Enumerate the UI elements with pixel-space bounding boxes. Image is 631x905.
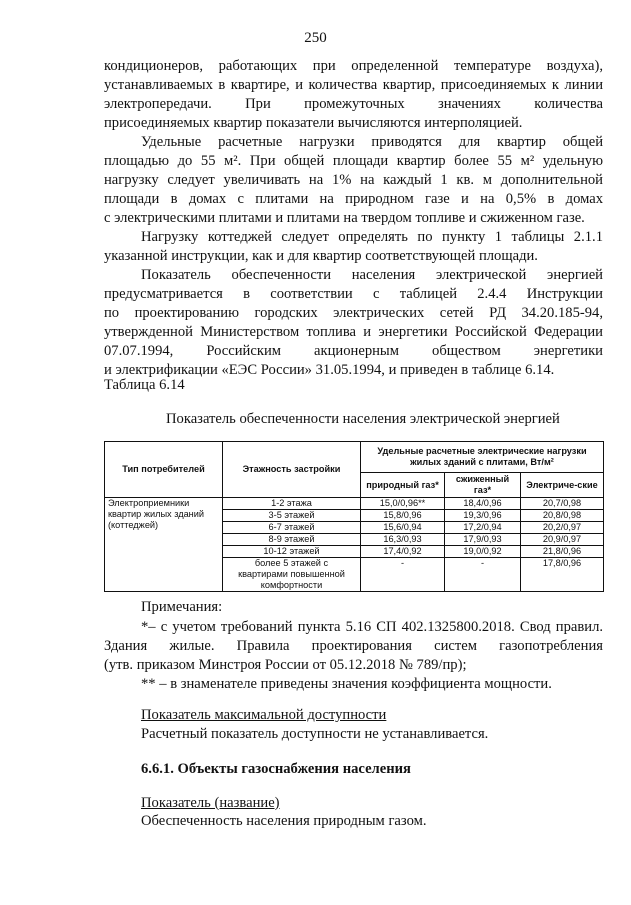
lpg-cell: 19,0/0,92 bbox=[445, 546, 521, 558]
electric-cell: 20,7/0,98 bbox=[521, 498, 604, 510]
gas-cell: 16,3/0,93 bbox=[361, 534, 445, 546]
table-row bbox=[105, 498, 604, 510]
table-label: Таблица 6.14 bbox=[104, 377, 185, 393]
text-line: предусматривается в соответствии с таблицей 2.4.4 Инструкции bbox=[104, 286, 603, 302]
header-loads: Удельные расчетные электрические нагрузки жилых зданий с плитами, Вт/м² bbox=[361, 442, 604, 473]
floors-cell: 6-7 этажей bbox=[223, 522, 361, 534]
note-line: (утв. приказом Минстроя России от 05.12.2018 № 789/пр); bbox=[104, 657, 467, 673]
floors-cell: 3-5 этажей bbox=[223, 510, 361, 522]
table-title: Показатель обеспеченности населения электрической энергией bbox=[166, 411, 560, 427]
text-line: по проектированию городских электрических сетей РД 34.20.185-94, bbox=[104, 305, 603, 321]
note-line: *– с учетом требований пункта 5.16 СП 402.1325800.2018. Свод правил. bbox=[141, 619, 603, 635]
text-line: устанавливаемых в квартире, и количества квартир, присоединяемых к линии bbox=[104, 77, 603, 93]
text-line: утвержденной Министерством топлива и энергетики Российской Федерации bbox=[104, 324, 603, 340]
indicator-text: Обеспеченность населения природным газом. bbox=[141, 813, 427, 829]
lpg-cell: 19,3/0,96 bbox=[445, 510, 521, 522]
text-line: и электрификации «ЕЭС России» 31.05.1994, и приведен в таблице 6.14. bbox=[104, 362, 555, 378]
lpg-cell: - bbox=[445, 558, 521, 592]
floors-cell: 10-12 этажей bbox=[223, 546, 361, 558]
floors-cell: более 5 этажей с квартирами повышенной комфортности bbox=[223, 558, 361, 592]
header-gas: природный газ* bbox=[361, 473, 445, 498]
header-lpg: сжиженный газ* bbox=[445, 473, 521, 498]
floors-cell: 8-9 этажей bbox=[223, 534, 361, 546]
header-floors: Этажность застройки bbox=[223, 442, 361, 498]
notes-title: Примечания: bbox=[141, 599, 223, 615]
note-line: ** – в знаменателе приведены значения коэффициента мощности. bbox=[141, 676, 552, 692]
page-number: 250 bbox=[304, 30, 327, 46]
electric-cell: 20,8/0,98 bbox=[521, 510, 604, 522]
note-line: Здания жилые. Правила проектирования систем газопотребления bbox=[104, 638, 603, 654]
consumer-cell: Электроприемники квартир жилых зданий (коттеджей) bbox=[105, 498, 223, 592]
lpg-cell: 17,2/0,94 bbox=[445, 522, 521, 534]
gas-cell: - bbox=[361, 558, 445, 592]
text-line: 07.07.1994, Российским акционерным обществом энергетики bbox=[104, 343, 603, 359]
electricity-table bbox=[104, 441, 604, 592]
text-line: электропередачи. При промежуточных значениях количества bbox=[104, 96, 603, 112]
electric-cell: 20,2/0,97 bbox=[521, 522, 604, 534]
floors-cell: 1-2 этажа bbox=[223, 498, 361, 510]
text-line: кондиционеров, работающих при определенной температуре воздуха), bbox=[104, 58, 603, 74]
gas-cell: 15,8/0,96 bbox=[361, 510, 445, 522]
max-access-heading: Показатель максимальной доступности bbox=[141, 707, 387, 723]
text-line: площадью до 55 м². При общей площади квартир более 55 м² удельную bbox=[104, 153, 603, 169]
text-line: площади в домах с плитами на природном газе и на 0,5% в домах bbox=[104, 191, 603, 207]
header-consumer: Тип потребителей bbox=[105, 442, 223, 498]
electric-cell: 17,8/0,96 bbox=[521, 558, 604, 592]
lpg-cell: 18,4/0,96 bbox=[445, 498, 521, 510]
gas-cell: 17,4/0,92 bbox=[361, 546, 445, 558]
header-electric: Электриче-ские bbox=[521, 473, 604, 498]
gas-cell: 15,6/0,94 bbox=[361, 522, 445, 534]
text-line: присоединяемых квартир показатели вычисляются интерполяцией. bbox=[104, 115, 523, 131]
text-line: Показатель обеспеченности населения электрической энергией bbox=[141, 267, 603, 283]
text-line: Удельные расчетные нагрузки приводятся для квартир общей bbox=[141, 134, 603, 150]
text-line: нагрузку следует увеличивать на 1% на каждый 1 кв. м дополнительной bbox=[104, 172, 603, 188]
max-access-text: Расчетный показатель доступности не устанавливается. bbox=[141, 726, 489, 742]
text-line: указанной инструкции, как и для квартир соответствующей площади. bbox=[104, 248, 538, 264]
electric-cell: 21,8/0,96 bbox=[521, 546, 604, 558]
section-heading: 6.6.1. Объекты газоснабжения населения bbox=[141, 761, 411, 777]
electric-cell: 20,9/0,97 bbox=[521, 534, 604, 546]
indicator-heading: Показатель (название) bbox=[141, 795, 280, 811]
lpg-cell: 17,9/0,93 bbox=[445, 534, 521, 546]
gas-cell: 15,0/0,96** bbox=[361, 498, 445, 510]
text-line: Нагрузку коттеджей следует определять по пункту 1 таблицы 2.1.1 bbox=[141, 229, 603, 245]
text-line: с электрическими плитами и плитами на твердом топливе и сжиженном газе. bbox=[104, 210, 585, 226]
